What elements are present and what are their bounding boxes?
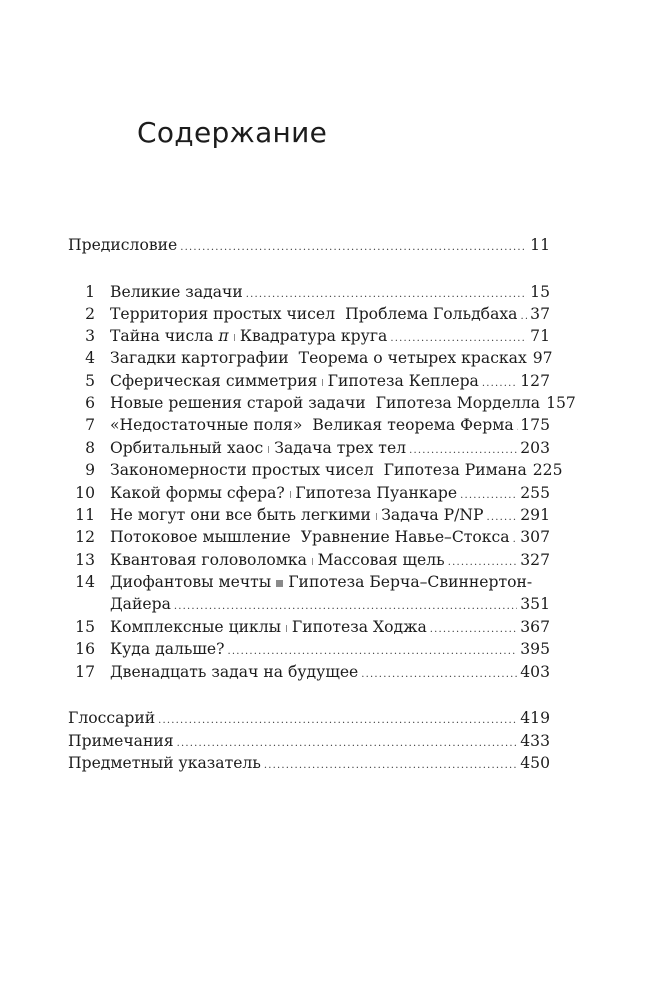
- chapter-number: 14: [75, 573, 95, 591]
- chapter-subtitle: Теорема о четырех красках: [298, 349, 527, 367]
- chapter-subtitle: Массовая щель: [317, 551, 445, 569]
- chapter-subtitle: Гипотеза Ходжа: [291, 618, 427, 636]
- chapter-number: 5: [85, 372, 95, 390]
- chapter-title: «Недостаточные поля»: [110, 416, 303, 434]
- chapter-number: 17: [75, 663, 95, 681]
- toc-page-number: 97: [532, 349, 553, 367]
- toc-chapter-15[interactable]: [68, 616, 550, 638]
- pi-symbol: π: [218, 327, 229, 345]
- chapter-subtitle: Уравнение Навье–Стокса: [300, 528, 510, 546]
- toc-page-number: 327: [520, 551, 550, 569]
- toc-page-number: 255: [520, 484, 550, 502]
- toc-page-number: 203: [520, 439, 550, 457]
- chapter-subtitle: Квадратура круга: [239, 327, 388, 345]
- toc-chapter-10[interactable]: [68, 482, 550, 504]
- chapter-subtitle: Гипотеза Морделла: [375, 394, 541, 412]
- square-bullet-icon: [312, 558, 313, 565]
- toc-subject-index[interactable]: [68, 752, 550, 774]
- toc-chapter-4[interactable]: [68, 347, 553, 369]
- toc-chapter-14-continued[interactable]: [68, 593, 550, 615]
- toc-page-number: 175: [520, 416, 550, 434]
- chapter-subtitle: Гипотеза Берча–Свиннертон-: [288, 573, 533, 591]
- chapter-title: Двенадцать задач на будущее: [110, 663, 359, 681]
- toc-chapter-11[interactable]: [68, 504, 550, 526]
- chapter-title: Потоковое мышление: [110, 528, 291, 546]
- chapter-number: 3: [85, 327, 95, 345]
- toc-page-number: 351: [520, 595, 550, 613]
- square-bullet-icon: [268, 446, 269, 453]
- chapter-title: Диофантовы мечты: [110, 573, 272, 591]
- chapter-number: 16: [75, 640, 95, 658]
- chapter-title: Загадки картографии: [110, 349, 289, 367]
- toc-chapter-1[interactable]: [68, 281, 550, 303]
- chapter-title: Территория простых чисел: [110, 305, 336, 323]
- toc-entry-title: Предисловие: [68, 236, 178, 254]
- toc-page-number: 11: [530, 236, 550, 254]
- toc-chapter-3[interactable]: [68, 325, 550, 347]
- dot-leader: [158, 710, 517, 732]
- toc-page-number: 157: [546, 394, 576, 412]
- dot-leader: [517, 417, 518, 439]
- toc-chapter-14[interactable]: [68, 571, 550, 593]
- toc-page-number: 15: [530, 283, 550, 301]
- square-bullet-icon: [276, 580, 283, 587]
- chapter-number: 1: [85, 283, 95, 301]
- dot-leader: [174, 596, 517, 618]
- chapter-number: 7: [85, 416, 95, 434]
- chapter-title: Новые решения старой задачи: [110, 394, 366, 412]
- chapter-number: 2: [85, 305, 95, 323]
- chapter-title: Закономерности простых чисел: [110, 461, 374, 479]
- chapter-number: 4: [85, 349, 95, 367]
- chapter-title: Куда дальше?: [110, 640, 225, 658]
- toc-page-number: 367: [520, 618, 550, 636]
- chapter-subtitle: Гипотеза Римана: [383, 461, 527, 479]
- toc-chapter-17[interactable]: [68, 661, 550, 683]
- square-bullet-icon: [286, 625, 287, 632]
- chapter-number: 8: [85, 439, 95, 457]
- toc-page-number: 307: [520, 528, 550, 546]
- toc-chapter-6[interactable]: [68, 392, 576, 414]
- chapter-title: Великие задачи: [110, 283, 243, 301]
- chapter-number: 12: [75, 528, 95, 546]
- chapter-subtitle: Великая теорема Ферма: [312, 416, 514, 434]
- chapter-title: Орбитальный хаос: [110, 439, 264, 457]
- chapter-number: 11: [75, 506, 95, 524]
- toc-entry-title: Примечания: [68, 732, 174, 750]
- dot-leader: [264, 755, 517, 777]
- dot-leader: [180, 237, 527, 259]
- chapter-title: Квантовая головоломка: [110, 551, 307, 569]
- toc-page-number: 403: [520, 663, 550, 681]
- toc-chapter-16[interactable]: [68, 638, 550, 660]
- toc-page-number: 433: [520, 732, 550, 750]
- toc-chapter-12[interactable]: [68, 526, 550, 548]
- dot-leader: [361, 664, 517, 686]
- dot-leader: [513, 529, 518, 551]
- toc-chapter-8[interactable]: [68, 437, 550, 459]
- chapter-number: 15: [75, 618, 95, 636]
- chapter-number: 9: [85, 461, 95, 479]
- toc-chapter-5[interactable]: [68, 370, 550, 392]
- toc-page-number: 450: [520, 754, 550, 772]
- chapter-number: 10: [75, 484, 95, 502]
- dot-leader: [227, 641, 517, 663]
- toc-page-number: 71: [530, 327, 550, 345]
- chapter-subtitle-continued: Дайера: [110, 595, 171, 613]
- toc-chapter-7[interactable]: [68, 414, 550, 436]
- square-bullet-icon: [290, 491, 291, 498]
- toc-chapter-9[interactable]: [68, 459, 563, 481]
- toc-page-number: 127: [520, 372, 550, 390]
- toc-chapter-2[interactable]: [68, 303, 550, 325]
- chapter-subtitle: Задача трех тел: [274, 439, 407, 457]
- chapter-subtitle: Гипотеза Пуанкаре: [295, 484, 458, 502]
- chapter-number: 13: [75, 551, 95, 569]
- chapter-subtitle: Задача P/NP: [381, 506, 484, 524]
- toc-page-number: 225: [532, 461, 563, 479]
- toc-preface[interactable]: [68, 234, 550, 256]
- square-bullet-icon: [234, 334, 235, 341]
- chapter-title: Комплексные циклы: [110, 618, 282, 636]
- toc-page-number: 291: [520, 506, 550, 524]
- toc-page-number: 37: [530, 305, 550, 323]
- chapter-number: 6: [85, 394, 95, 412]
- toc-chapter-13[interactable]: [68, 549, 550, 571]
- chapter-title: Тайна числа: [110, 327, 214, 345]
- page-title: Содержание: [137, 116, 328, 149]
- chapter-title: Сферическая симметрия: [110, 372, 318, 390]
- toc-notes[interactable]: [68, 730, 550, 752]
- toc-entry-title: Глоссарий: [68, 709, 156, 727]
- toc-page-number: 419: [520, 709, 550, 727]
- toc-entry-title: Предметный указатель: [68, 754, 261, 772]
- toc-glossary[interactable]: [68, 707, 550, 729]
- chapter-subtitle: Проблема Гольдбаха: [345, 305, 518, 323]
- toc-page-number: 395: [520, 640, 550, 658]
- chapter-title: Какой формы сфера?: [110, 484, 285, 502]
- chapter-title: Не могут они все быть легкими: [110, 506, 371, 524]
- chapter-subtitle: Гипотеза Кеплера: [327, 372, 479, 390]
